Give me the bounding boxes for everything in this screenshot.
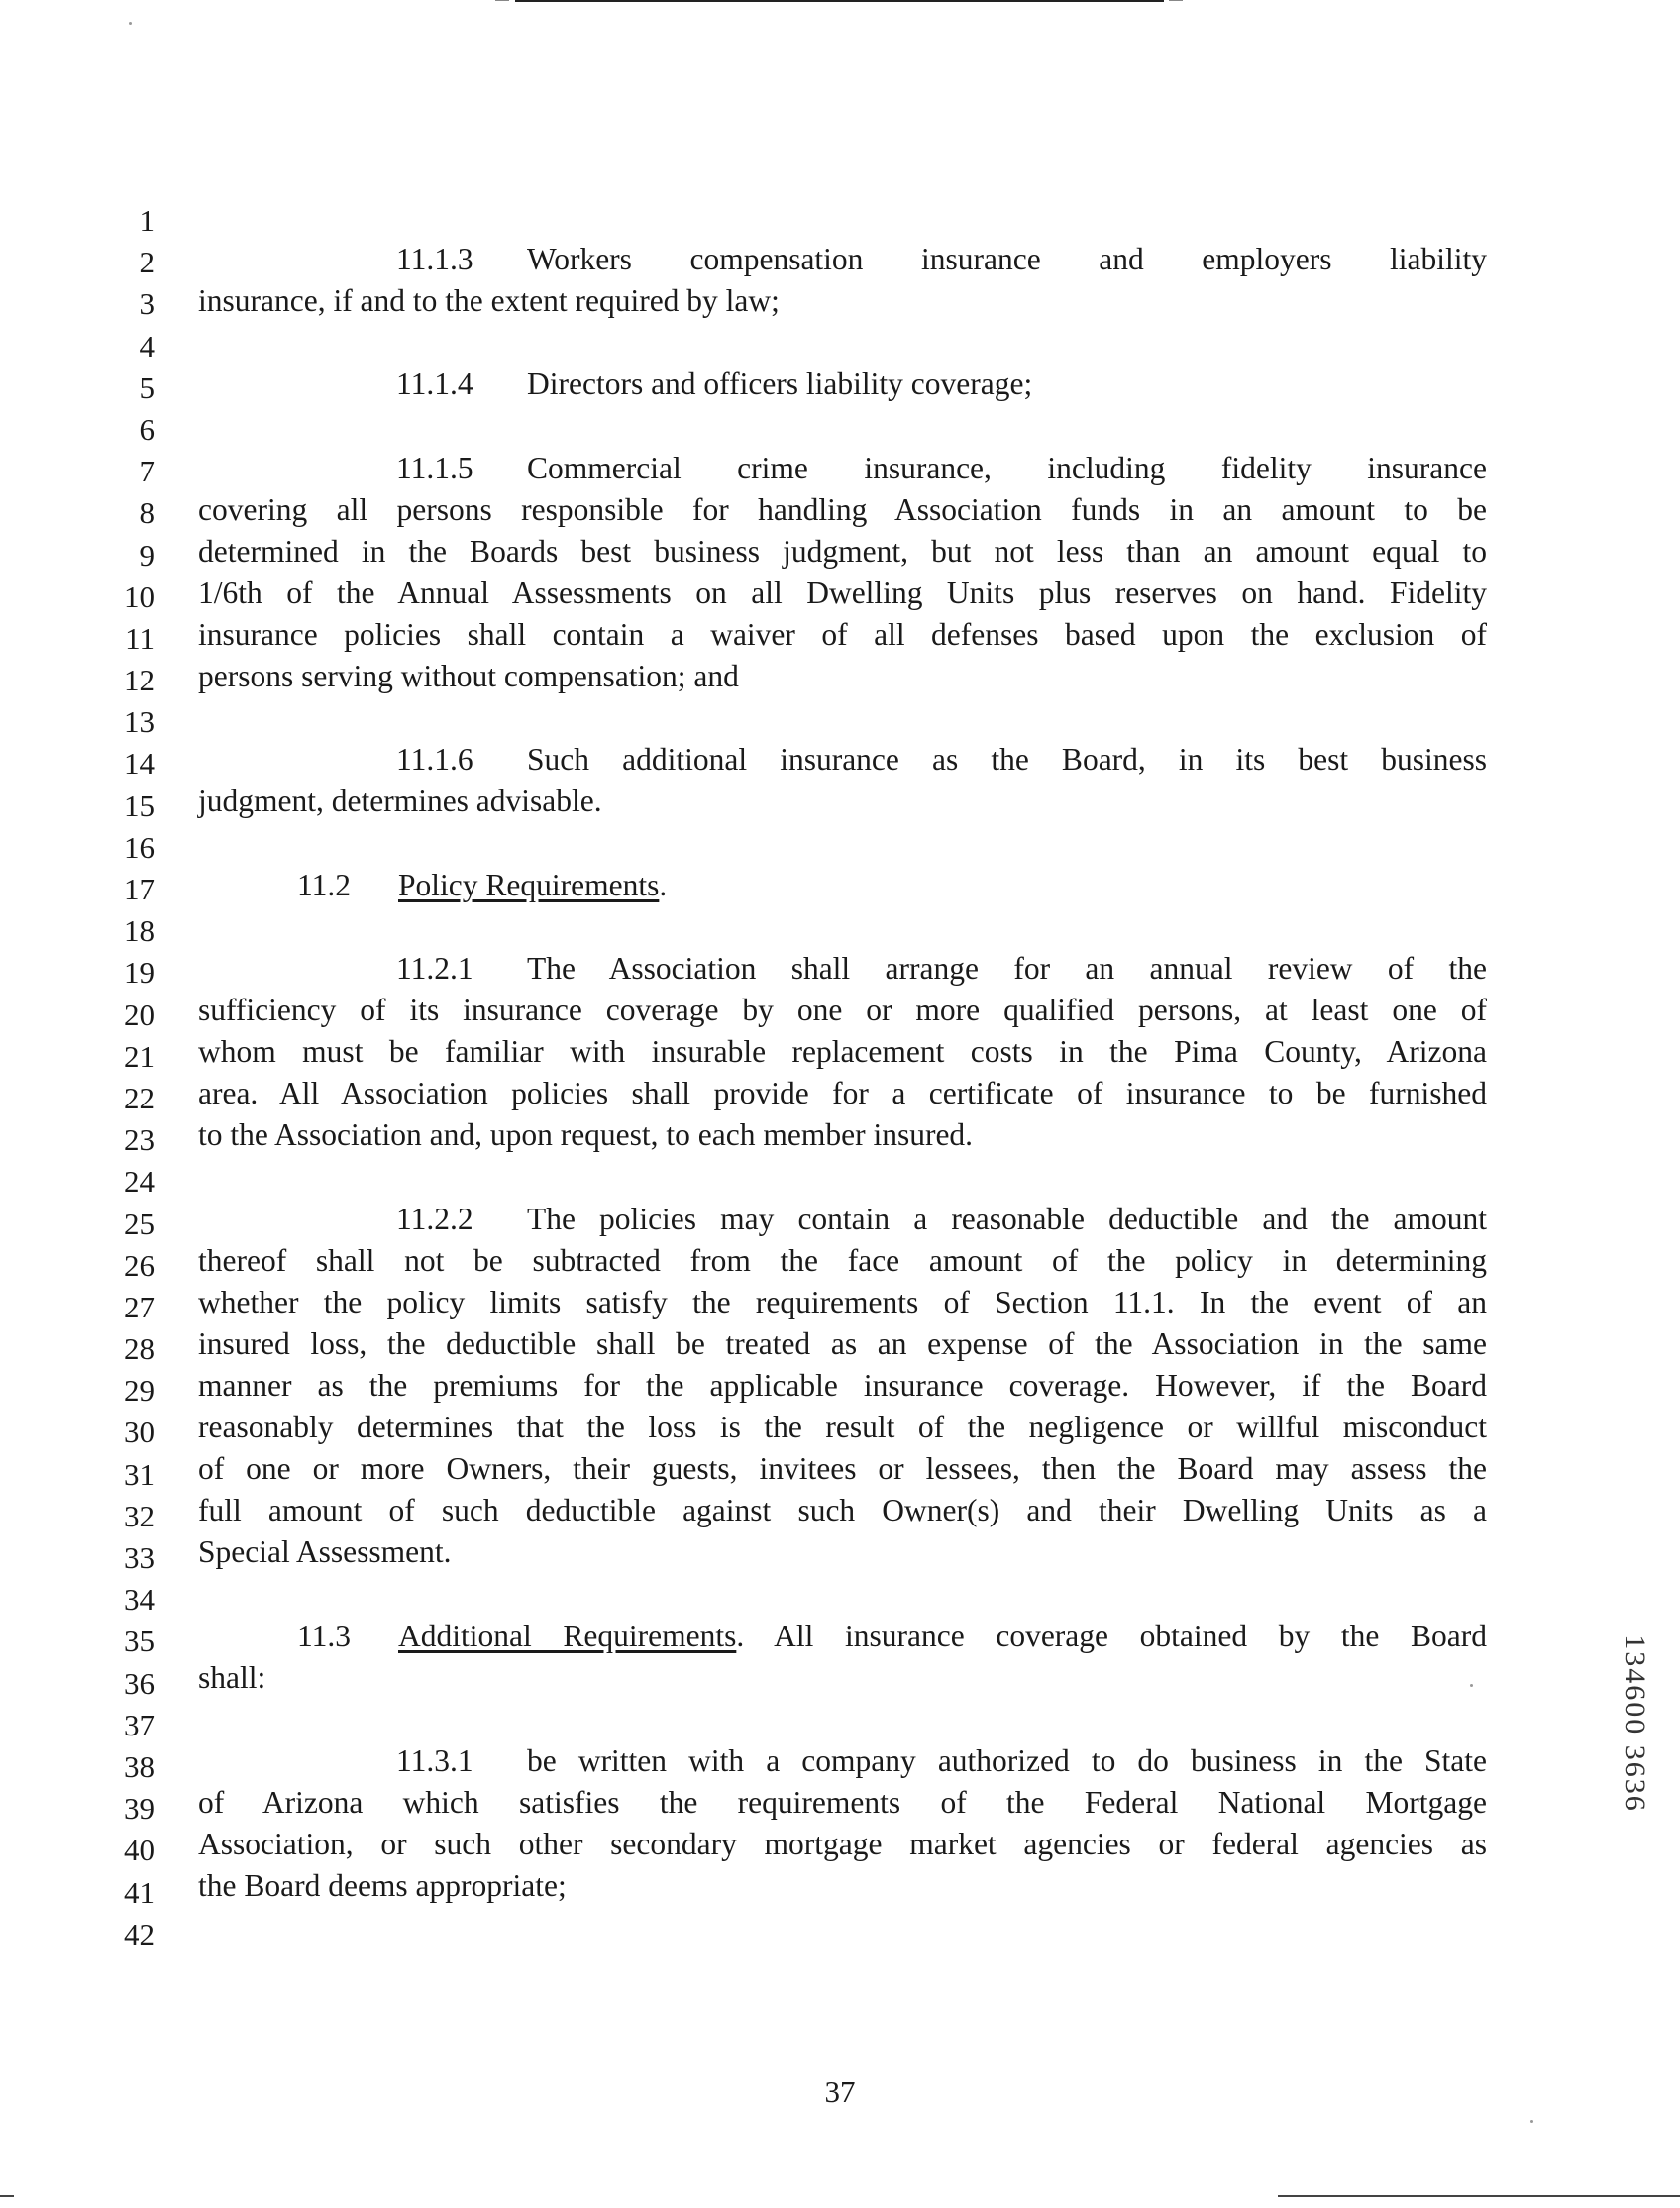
paragraph-number: 11.1.4	[396, 367, 473, 401]
line-number: 16	[124, 829, 155, 865]
top-rule	[515, 0, 1164, 2]
paragraph-11-1-4-line-1: 11.1.4 Directors and officers liability coverage;	[396, 364, 1032, 405]
paragraph-11-1-5-line-5: insurance policies shall contain a waiver of all defenses based upon the exclusion of	[198, 617, 1487, 652]
line-number: 32	[124, 1498, 155, 1533]
line-number: 5	[139, 369, 155, 405]
paragraph-number: 11.1.6	[396, 742, 473, 777]
section-title: Additional Requirements	[398, 1619, 737, 1653]
line-number: 9	[139, 537, 155, 573]
line-number: 24	[124, 1164, 155, 1200]
line-number: 20	[124, 997, 155, 1032]
bottom-rule-stub	[0, 2195, 14, 2197]
line-number: 22	[124, 1080, 155, 1115]
line-number: 35	[124, 1624, 155, 1659]
line-number-column	[0, 200, 155, 1955]
paragraph-11-2-1-line-2: sufficiency of its insurance coverage by one or more qualified persons, at least one of	[198, 993, 1487, 1027]
line-number: 41	[124, 1874, 155, 1910]
paragraph-11-1-5-line-2: covering all persons responsible for handling Association funds in an amount to be	[198, 492, 1487, 527]
line-number: 28	[124, 1331, 155, 1367]
top-rule-stub	[1169, 0, 1183, 1]
paragraph-11-2-1-line-4: area. All Association policies shall provide for a certificate of insurance to be furnished	[198, 1076, 1487, 1110]
line-number: 17	[124, 872, 155, 906]
paragraph-11-1-5-line-4: 1/6th of the Annual Assessments on all Dwelling Units plus reserves on hand. Fidelity	[198, 576, 1487, 610]
paragraph-11-2-2-line-3: whether the policy limits satisfy the requirements of Section 11.1. In the event of an	[198, 1285, 1487, 1319]
line-number: 15	[124, 788, 155, 823]
line-number: 36	[124, 1665, 155, 1701]
section-title: Policy Requirements	[398, 868, 660, 902]
paragraph-11-2-2-line-2: thereof shall not be subtracted from the face amount of the policy in determining	[198, 1243, 1487, 1278]
line-number: 21	[124, 1038, 155, 1074]
recording-stamp-text: 134600 3636	[1619, 1634, 1651, 1813]
section-11-3-heading: 11.3 Additional Requirements. All insurance coverage obtained by the Board	[297, 1616, 1487, 1657]
scan-speck	[1470, 1684, 1473, 1687]
paragraph-11-1-6-line-1: 11.1.6 Such additional insurance as the Board, in its best business	[396, 739, 1487, 781]
line-number: 42	[124, 1916, 155, 1951]
bottom-rule	[1278, 2195, 1680, 2197]
line-number: 12	[124, 663, 155, 698]
paragraph-11-2-2-line-1: 11.2.2 The policies may contain a reasonable deductible and the amount	[396, 1199, 1487, 1240]
recording-stamp	[1605, 1595, 1664, 1852]
paragraph-11-1-5-line-6: persons serving without compensation; and	[198, 659, 739, 693]
paragraph-number: 11.2.1	[396, 951, 473, 986]
paragraph-11-2-2-line-5: manner as the premiums for the applicable insurance coverage. However, if the Board	[198, 1368, 1487, 1403]
line-number: 8	[139, 495, 155, 531]
paragraph-11-2-1-line-3: whom must be familiar with insurable replacement costs in the Pima County, Arizona	[198, 1034, 1487, 1069]
scan-speck	[1530, 2120, 1533, 2123]
paragraph-11-1-5-line-3: determined in the Boards best business judgment, but not less than an amount equal to	[198, 534, 1487, 569]
paragraph-number: 11.2.2	[396, 1202, 473, 1236]
scan-speck	[129, 22, 132, 25]
page-number: 37	[824, 2074, 856, 2109]
line-number: 4	[139, 328, 155, 364]
paragraph-number: 11.1.3	[396, 242, 473, 276]
paragraph-11-3-1-line-2: of Arizona which satisfies the requirements of the Federal National Mortgage	[198, 1785, 1487, 1820]
paragraph-11-2-2-line-6: reasonably determines that the loss is the result of the negligence or willful misconduct	[198, 1410, 1487, 1444]
line-number: 11	[125, 620, 155, 656]
paragraph-number: 11.3.1	[396, 1743, 473, 1778]
paragraph-11-2-1-line-5: to the Association and, upon request, to each member insured.	[198, 1117, 974, 1152]
paragraph-11-2-2-line-7: of one or more Owners, their guests, invitees or lessees, then the Board may assess the	[198, 1451, 1487, 1486]
line-number: 25	[124, 1206, 155, 1241]
paragraph-11-3-1-line-1: 11.3.1 be written with a company authorized to do business in the State	[396, 1740, 1487, 1782]
paragraph-11-2-2-line-4: insured loss, the deductible shall be treated as an expense of the Association in the same	[198, 1326, 1487, 1361]
section-number: 11.3	[297, 1619, 351, 1653]
line-number: 6	[139, 411, 155, 447]
paragraph-number: 11.1.5	[396, 451, 473, 485]
line-number: 26	[124, 1247, 155, 1283]
line-number: 3	[139, 286, 155, 322]
paragraph-11-1-5-line-1: 11.1.5 Commercial crime insurance, including fidelity insurance	[396, 448, 1487, 489]
line-number: 40	[124, 1833, 155, 1868]
paragraph-11-3-1-line-3: Association, or such other secondary mortgage market agencies or federal agencies as	[198, 1827, 1487, 1861]
line-number: 18	[124, 913, 155, 949]
line-number: 14	[124, 746, 155, 782]
line-number: 30	[124, 1415, 155, 1450]
section-11-3-line-2: shall:	[198, 1660, 266, 1695]
line-number: 27	[124, 1289, 155, 1324]
line-number: 10	[124, 578, 155, 614]
line-number: 39	[124, 1791, 155, 1827]
paragraph-11-1-6-line-2: judgment, determines advisable.	[198, 784, 602, 818]
line-number: 38	[124, 1748, 155, 1784]
paragraph-11-2-1-line-1: 11.2.1 The Association shall arrange for an annual review of the	[396, 948, 1487, 990]
paragraph-11-2-2-line-9: Special Assessment.	[198, 1534, 452, 1569]
line-number: 34	[124, 1582, 155, 1618]
section-number: 11.2	[297, 868, 351, 902]
top-rule-stub	[495, 0, 509, 1]
paragraph-11-2-2-line-8: full amount of such deductible against such Owner(s) and their Dwelling Units as a	[198, 1493, 1487, 1527]
line-number: 29	[124, 1373, 155, 1409]
line-number: 2	[139, 245, 155, 280]
line-number: 19	[124, 955, 155, 991]
section-11-2-heading: 11.2 Policy Requirements.	[297, 865, 667, 906]
line-number: 7	[139, 454, 155, 489]
line-number: 23	[124, 1122, 155, 1158]
line-number: 13	[124, 704, 155, 740]
paragraph-11-1-3-line-1: 11.1.3 Workers compensation insurance and employers liability	[396, 239, 1487, 280]
line-number: 33	[124, 1540, 155, 1575]
line-number: 31	[124, 1456, 155, 1492]
paragraph-11-1-3-line-2: insurance, if and to the extent required by law;	[198, 283, 780, 318]
paragraph-11-3-1-line-4: the Board deems appropriate;	[198, 1868, 567, 1903]
line-number: 37	[124, 1707, 155, 1742]
line-number: 1	[139, 203, 155, 238]
